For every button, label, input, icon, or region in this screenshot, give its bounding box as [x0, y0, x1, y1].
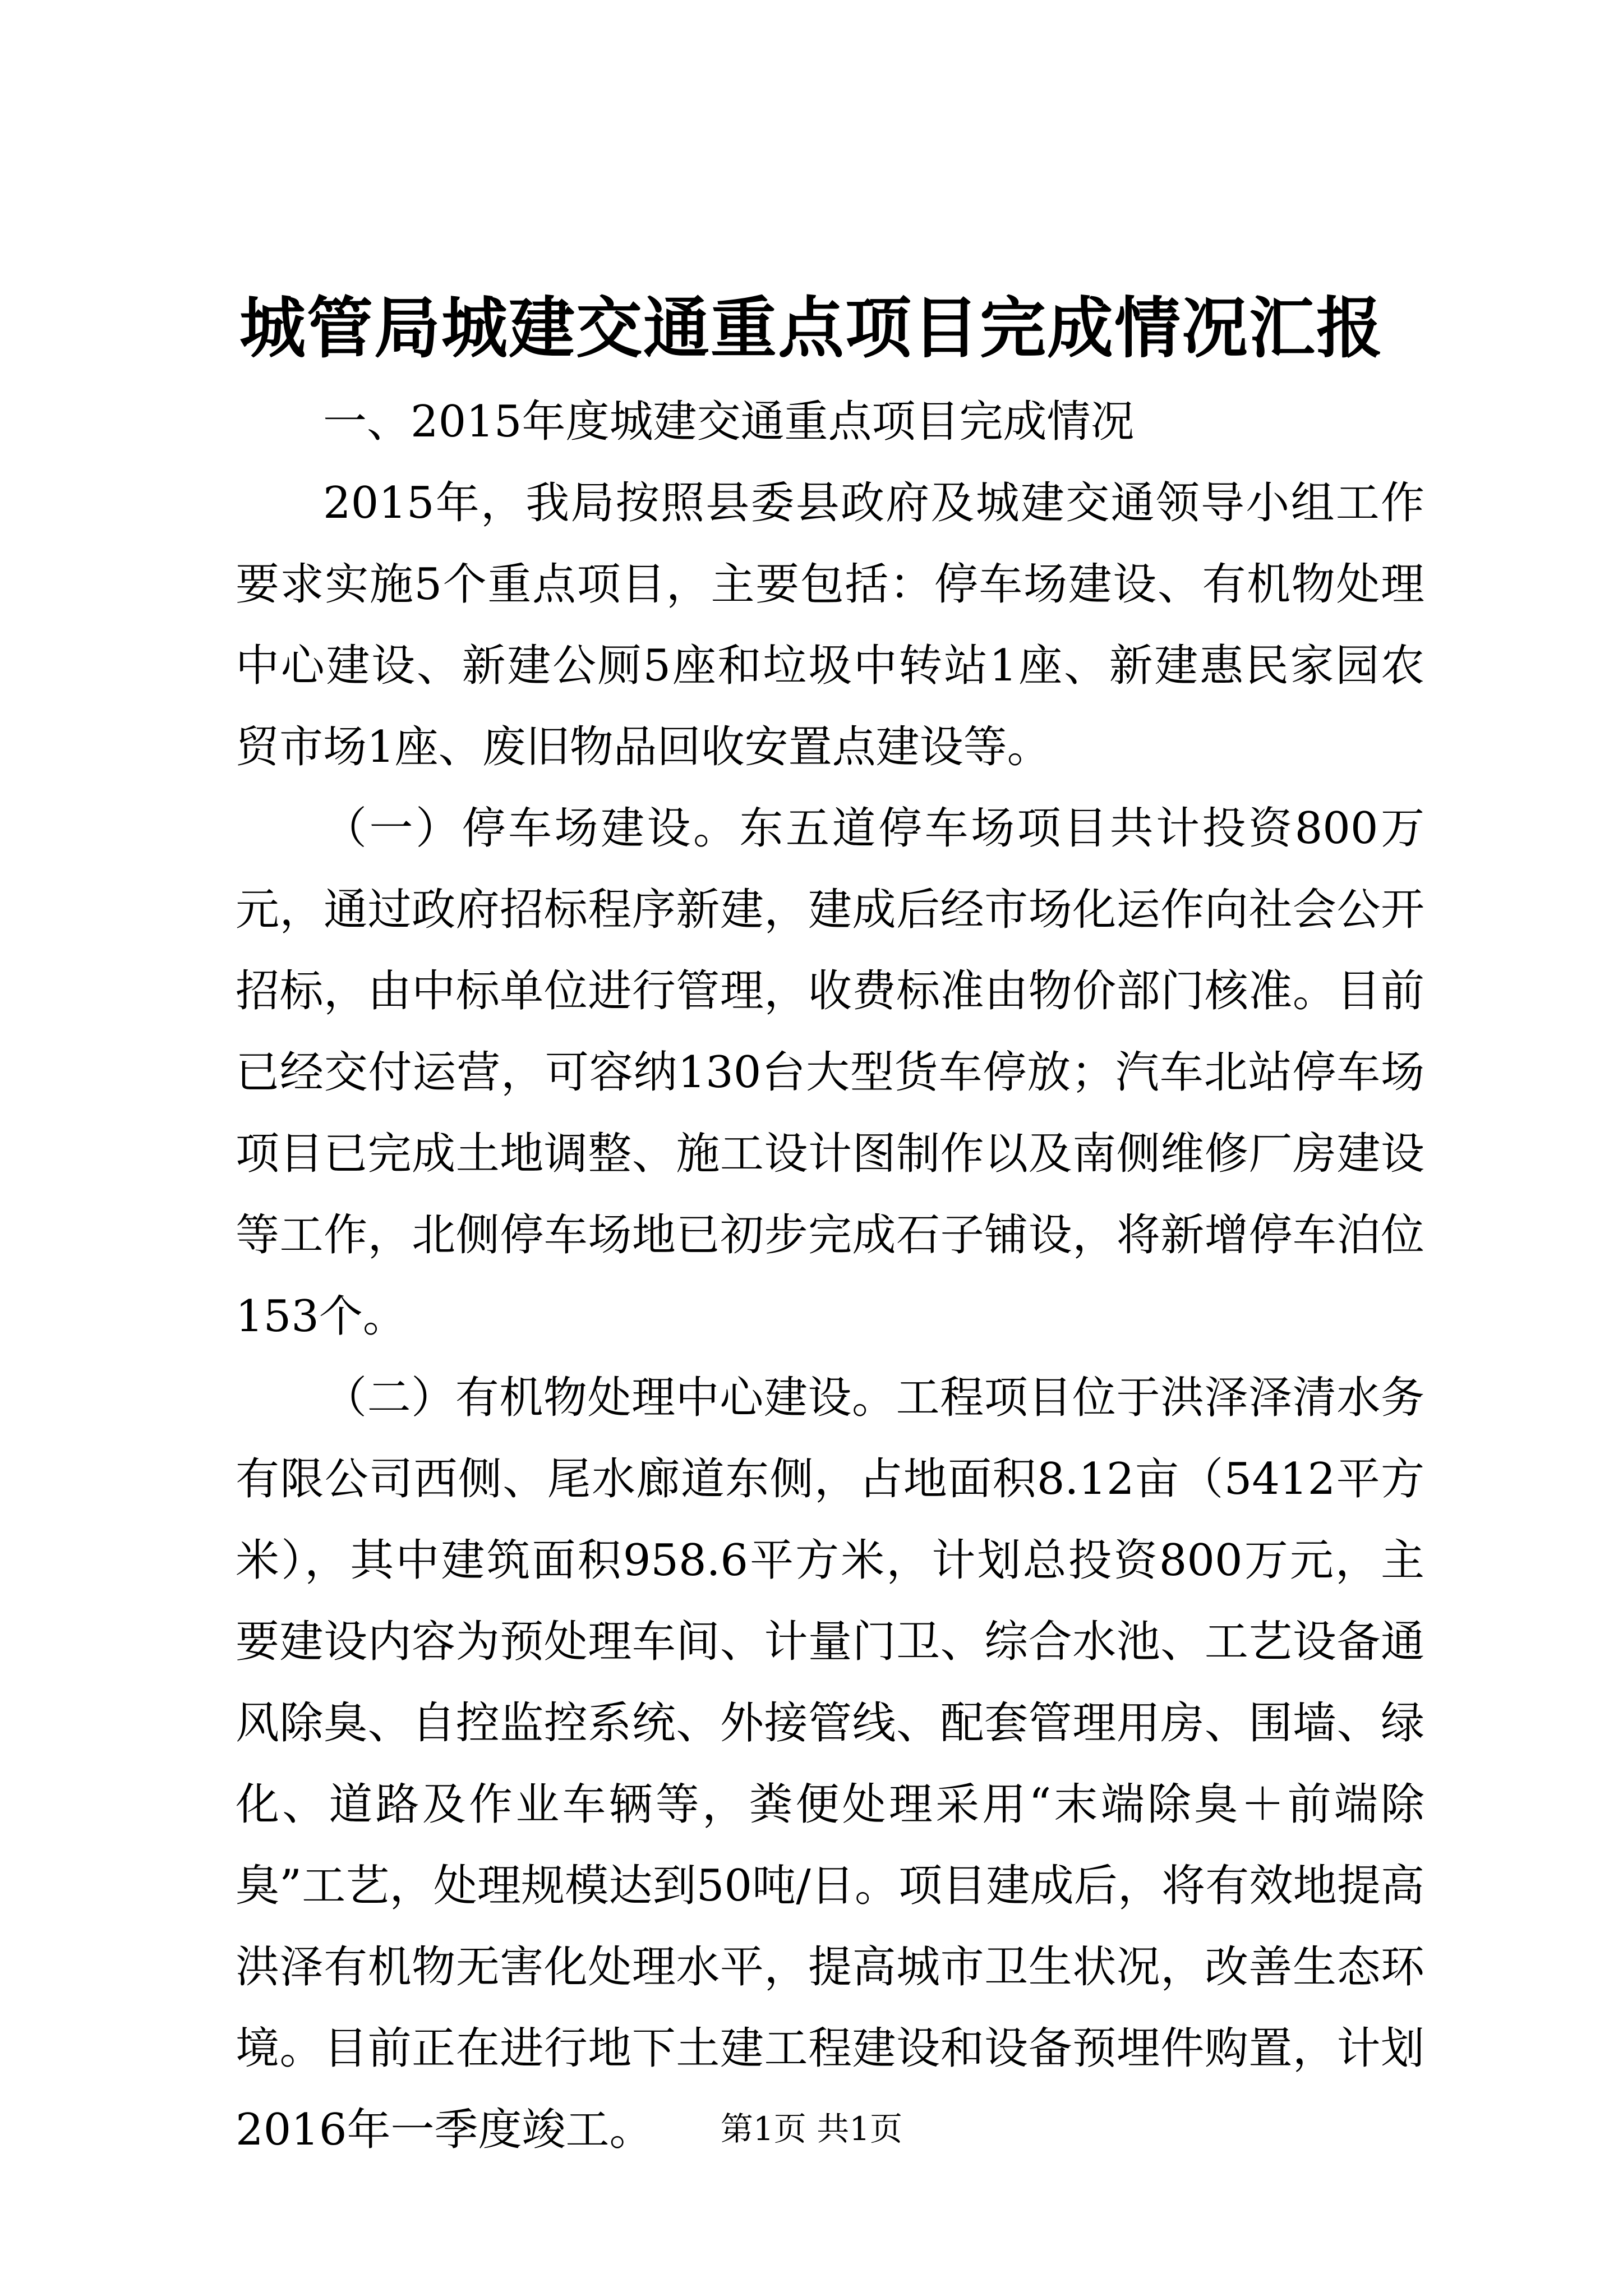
paragraph-overview: 2015年，我局按照县委县政府及城建交通领导小组工作要求实施5个重点项目，主要包括：停车场建设、有机物处理中心建设、新建公厕5座和垃圾中转站1座、新建惠民家园农贸市场1座、废旧物品回收安置点建设等。	[236, 478, 1424, 772]
document-body	[236, 381, 1424, 2171]
document-title: 城管局城建交通重点项目完成情况汇报	[239, 289, 1384, 367]
section-heading: 一、2015年度城建交通重点项目完成情况	[323, 397, 1135, 447]
paragraph-organic-center: （二）有机物处理中心建设。工程项目位于洪泽泽清水务有限公司西侧、尾水廊道东侧，占地面积8.12亩（5412平方米），其中建筑面积958.6平方米，计划总投资800万元，主要建设内容为预处理车间、计量门卫、综合水池、工艺设备通风除臭、自控监控系统、外接管线、配套管理用房、围墙、绿化、道路及作业车辆等，粪便处理采用“末端除臭＋前端除臭”工艺，处理规模达到50吨/日。项目建成后，将有效地提高洪泽有机物无害化处理水平，提高城市卫生状况，改善生态环境。目前正在进行地下土建工程建设和设备预埋件购置，计划2016年一季度竣工。	[236, 1373, 1424, 2155]
page-footer: 第1页 共1页	[720, 2110, 903, 2148]
paragraph-parking: （一）停车场建设。东五道停车场项目共计投资800万元，通过政府招标程序新建，建成后经市场化运作向社会公开招标，由中标单位进行管理，收费标准由物价部门核准。目前已经交付运营，可容纳130台大型货车停放；汽车北站停车场项目已完成土地调整、施工设计图制作以及南侧维修厂房建设等工作，北侧停车场地已初步完成石子铺设，将新增停车泊位153个。	[236, 803, 1424, 1342]
